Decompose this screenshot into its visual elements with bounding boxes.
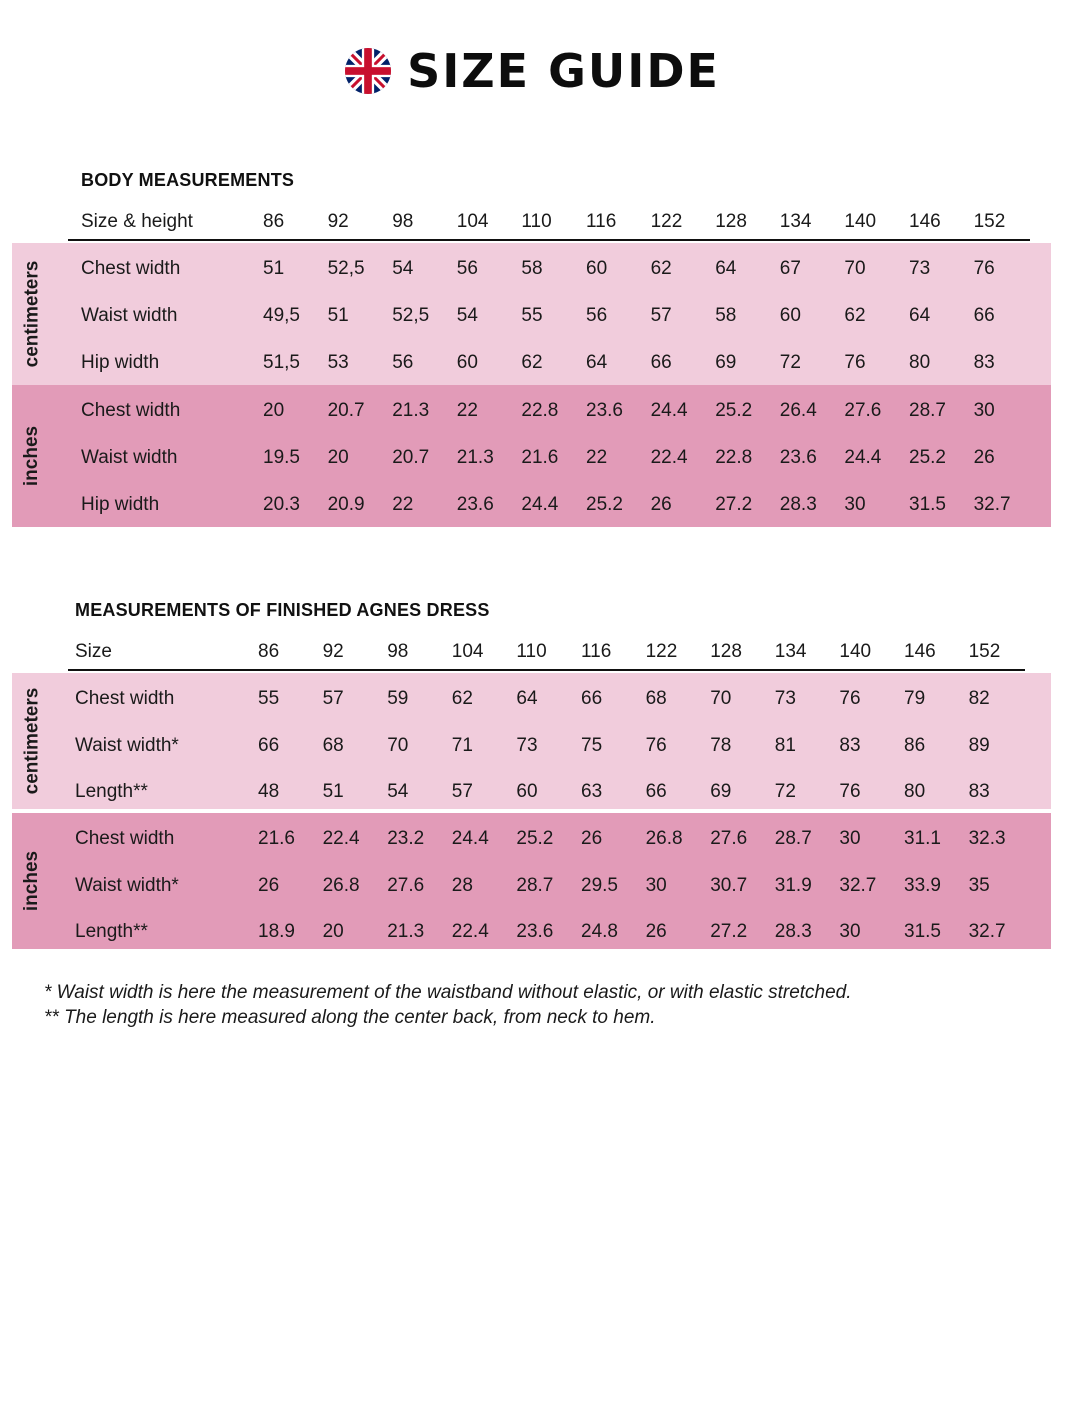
- size-header: 98: [387, 641, 409, 662]
- table-cell: 59: [387, 688, 409, 709]
- size-header: 140: [839, 641, 872, 662]
- table-cell: 68: [645, 688, 667, 709]
- table-cell: 23.6: [779, 447, 817, 468]
- table-cell: 83: [968, 781, 990, 802]
- table-cell: 79: [904, 688, 926, 709]
- table-cell: 25.2: [715, 400, 753, 421]
- header-label: Size & height: [81, 211, 193, 232]
- table-cell: 22: [586, 447, 608, 468]
- size-header: 146: [904, 641, 936, 662]
- size-header: 92: [327, 211, 349, 232]
- table-cell: 78: [710, 735, 732, 756]
- table-cell: 23.2: [387, 828, 425, 849]
- table-cell: 22: [456, 400, 478, 421]
- table-cell: 21.3: [456, 447, 494, 468]
- table-cell: 22.4: [650, 447, 688, 468]
- table-cell: 60: [456, 352, 478, 373]
- table-cell: 56: [456, 258, 478, 279]
- table-cell: 26: [581, 828, 603, 849]
- table-cell: 22.4: [451, 921, 489, 942]
- table-title: BODY MEASUREMENTS: [81, 170, 295, 190]
- unit-label: [12, 385, 52, 527]
- unit-label-text: inches: [21, 425, 43, 487]
- table-cell: 86: [904, 735, 926, 756]
- table-cell: 57: [650, 305, 672, 326]
- table-cell: 80: [909, 352, 931, 373]
- table-cell: 60: [586, 258, 608, 279]
- table-cell: 64: [516, 688, 538, 709]
- table-cell: 21.6: [521, 447, 559, 468]
- row-label: Chest width: [81, 400, 181, 421]
- table-cell: 66: [581, 688, 603, 709]
- table-cell: 75: [581, 735, 603, 756]
- size-header: 92: [322, 641, 344, 662]
- table-cell: 20.9: [327, 494, 365, 515]
- table-cell: 30: [839, 828, 861, 849]
- table-cell: 24.8: [581, 921, 618, 942]
- size-header: 152: [968, 641, 1001, 662]
- table-cell: 48: [258, 781, 280, 802]
- size-header: 86: [263, 211, 285, 232]
- table-cell: 73: [774, 688, 796, 709]
- table-cell: 76: [839, 688, 861, 709]
- table-cell: 20.7: [327, 400, 365, 421]
- table-cell: 26: [973, 447, 995, 468]
- table-cell: 20: [327, 447, 349, 468]
- table-cell: 62: [650, 258, 672, 279]
- table-cell: 66: [973, 305, 995, 326]
- row-label: Length**: [75, 921, 148, 942]
- table-cell: 21.6: [258, 828, 295, 849]
- table-cell: 23.6: [456, 494, 494, 515]
- size-header: 134: [774, 641, 807, 662]
- table-cell: 25.2: [586, 494, 623, 515]
- table-cell: 70: [387, 735, 409, 756]
- unit-label: [12, 243, 52, 385]
- table-cell: 23.6: [586, 400, 623, 421]
- unit-label-text: centimeters: [21, 687, 43, 795]
- table-cell: 62: [451, 688, 473, 709]
- table-cell: 62: [521, 352, 543, 373]
- table-cell: 27.6: [844, 400, 882, 421]
- table-cell: 33.9: [904, 875, 941, 896]
- footnote-waist: * Waist width is here the measurement of the waistband without elastic, or with elastic stretched.: [44, 982, 852, 1003]
- table-cell: 56: [392, 352, 414, 373]
- table-cell: 71: [451, 735, 473, 756]
- table-cell: 66: [645, 781, 667, 802]
- table-cell: 53: [327, 352, 349, 373]
- table-cell: 63: [581, 781, 603, 802]
- table-cell: 72: [774, 781, 796, 802]
- table-cell: 30.7: [710, 875, 748, 896]
- table-cell: 26: [258, 875, 280, 896]
- row-label: Waist width*: [75, 875, 179, 896]
- table-cell: 31.5: [904, 921, 941, 942]
- table-cell: 24.4: [650, 400, 688, 421]
- table-title: MEASUREMENTS OF FINISHED AGNES DRESS: [75, 600, 490, 620]
- row-label: Waist width: [81, 447, 178, 468]
- table-cell: 58: [521, 258, 543, 279]
- table-cell: 28.3: [779, 494, 817, 515]
- table-cell: 76: [844, 352, 866, 373]
- table-cell: 56: [586, 305, 608, 326]
- table-cell: 30: [844, 494, 866, 515]
- table-cell: 20.3: [263, 494, 300, 515]
- table-cell: 32.7: [973, 494, 1011, 515]
- size-header: 152: [973, 211, 1006, 232]
- table-cell: 30: [839, 921, 861, 942]
- table-cell: 23.6: [516, 921, 554, 942]
- size-header: 140: [844, 211, 877, 232]
- table-cell: 26.4: [779, 400, 817, 421]
- table-cell: 32.3: [968, 828, 1006, 849]
- row-label: Length**: [75, 781, 148, 802]
- table-cell: 76: [645, 735, 667, 756]
- table-cell: 76: [839, 781, 861, 802]
- table-cell: 19.5: [263, 447, 300, 468]
- table-cell: 64: [715, 258, 737, 279]
- table-cell: 83: [973, 352, 995, 373]
- table-cell: 22: [392, 494, 414, 515]
- table-cell: 32.7: [839, 875, 877, 896]
- size-header: 134: [779, 211, 812, 232]
- table-cell: 28.7: [516, 875, 554, 896]
- page-title: SIZE GUIDE: [407, 44, 720, 98]
- table-cell: 66: [258, 735, 280, 756]
- unit-label-text: centimeters: [21, 260, 43, 368]
- size-header: 128: [710, 641, 742, 662]
- table-cell: 22.4: [322, 828, 360, 849]
- size-header: 146: [909, 211, 941, 232]
- table-cell: 52,5: [327, 258, 365, 279]
- table-cell: 70: [844, 258, 866, 279]
- table-cell: 27.2: [715, 494, 753, 515]
- table-cell: 31.9: [774, 875, 812, 896]
- table-cell: 72: [779, 352, 801, 373]
- header-divider: [68, 239, 1030, 241]
- table-cell: 60: [516, 781, 538, 802]
- header-label: Size: [75, 641, 112, 662]
- table-cell: 89: [968, 735, 990, 756]
- table-cell: 55: [521, 305, 543, 326]
- table-cell: 25.2: [909, 447, 946, 468]
- table-cell: 80: [904, 781, 926, 802]
- row-label: Waist width*: [75, 735, 179, 756]
- table-cell: 69: [715, 352, 737, 373]
- table-cell: 60: [779, 305, 801, 326]
- table-cell: 26: [650, 494, 672, 515]
- table-cell: 67: [779, 258, 801, 279]
- size-header: 122: [650, 211, 683, 232]
- row-label: Hip width: [81, 352, 160, 373]
- table-cell: 62: [844, 305, 866, 326]
- size-header: 98: [392, 211, 414, 232]
- table-cell: 28.3: [774, 921, 812, 942]
- table-cell: 54: [392, 258, 414, 279]
- table-cell: 81: [774, 735, 796, 756]
- table-cell: 24.4: [844, 447, 882, 468]
- row-label: Chest width: [75, 688, 175, 709]
- row-label: Hip width: [81, 494, 160, 515]
- table-cell: 24.4: [451, 828, 489, 849]
- table-cell: 55: [258, 688, 280, 709]
- table-cell: 64: [586, 352, 608, 373]
- table-cell: 20: [322, 921, 344, 942]
- footnotes: [44, 980, 852, 1030]
- table-cell: 22.8: [521, 400, 559, 421]
- table-cell: 25.2: [516, 828, 554, 849]
- page-header: [0, 40, 1065, 102]
- table-cell: 30: [973, 400, 995, 421]
- uk-flag-icon: [345, 48, 391, 94]
- table-cell: 27.6: [387, 875, 425, 896]
- size-header: 110: [516, 641, 547, 662]
- table-cell: 31.5: [909, 494, 946, 515]
- table-cell: 54: [387, 781, 409, 802]
- table-cell: 82: [968, 688, 990, 709]
- size-header: 104: [451, 641, 484, 662]
- table-cell: 26: [645, 921, 667, 942]
- table-cell: 51,5: [263, 352, 300, 373]
- table-cell: 69: [710, 781, 732, 802]
- size-header: 86: [258, 641, 280, 662]
- table-cell: 21.3: [392, 400, 430, 421]
- table-cell: 28.7: [909, 400, 946, 421]
- table-cell: 83: [839, 735, 861, 756]
- table-cell: 57: [322, 688, 344, 709]
- table-cell: 31.1: [904, 828, 941, 849]
- table-cell: 22.8: [715, 447, 753, 468]
- table-cell: 20.7: [392, 447, 430, 468]
- table-cell: 57: [451, 781, 473, 802]
- size-header: 116: [581, 641, 612, 662]
- table-cell: 51: [327, 305, 349, 326]
- table-cell: 64: [909, 305, 931, 326]
- table-cell: 49,5: [263, 305, 300, 326]
- table-cell: 26.8: [322, 875, 360, 896]
- table-cell: 58: [715, 305, 737, 326]
- table-cell: 54: [456, 305, 478, 326]
- row-label: Chest width: [81, 258, 181, 279]
- table-cell: 27.2: [710, 921, 748, 942]
- table-cell: 20: [263, 400, 285, 421]
- unit-label: [12, 673, 52, 809]
- table-cell: 26.8: [645, 828, 683, 849]
- size-header: 110: [521, 211, 552, 232]
- table-cell: 28.7: [774, 828, 812, 849]
- size-header: 116: [586, 211, 617, 232]
- unit-label-text: inches: [21, 850, 43, 912]
- table-cell: 28: [451, 875, 473, 896]
- size-header: 128: [715, 211, 747, 232]
- table-cell: 73: [516, 735, 538, 756]
- table-cell: 27.6: [710, 828, 748, 849]
- table-cell: 51: [322, 781, 344, 802]
- table-cell: 35: [968, 875, 990, 896]
- table-cell: 18.9: [258, 921, 295, 942]
- size-header: 122: [645, 641, 678, 662]
- table-cell: 29.5: [581, 875, 618, 896]
- footnote-length: ** The length is here measured along the center back, from neck to hem.: [44, 1007, 656, 1028]
- table-cell: 66: [650, 352, 672, 373]
- table-cell: 70: [710, 688, 732, 709]
- header-divider: [68, 669, 1025, 671]
- table-cell: 76: [973, 258, 995, 279]
- table-cell: 24.4: [521, 494, 559, 515]
- table-cell: 68: [322, 735, 344, 756]
- size-header: 104: [456, 211, 489, 232]
- table-cell: 73: [909, 258, 931, 279]
- row-label: Chest width: [75, 828, 175, 849]
- unit-label: [12, 813, 52, 949]
- table-cell: 51: [263, 258, 285, 279]
- table-cell: 21.3: [387, 921, 425, 942]
- row-label: Waist width: [81, 305, 178, 326]
- table-cell: 30: [645, 875, 667, 896]
- table-cell: 52,5: [392, 305, 430, 326]
- table-cell: 32.7: [968, 921, 1006, 942]
